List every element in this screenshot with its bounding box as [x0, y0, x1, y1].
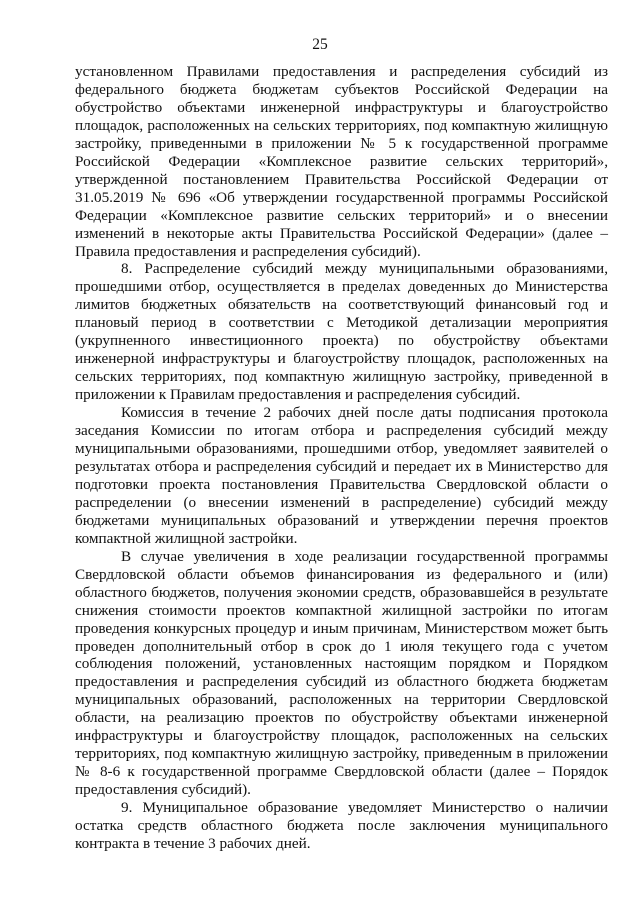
- paragraph-additional-selection: В случае увеличения в ходе реализации государственной программы Свердловской области объемов финансирования из федерального и (или) областного бюджетов, получения экономии средств, образовавшейся в результате снижения стоимости проектов компактной жилищной застройки по итогам проведения конкурсных процедур и иным причинам, Министерством может быть проведен дополнительный отбор в срок до 1 июля текущего года с учетом соблюдения положений, установленных настоящим порядком и Порядком предоставления и распределения субсидий из областного бюджета бюджетам муниципальных образований, расположенных на территории Свердловской области, на реализацию проектов по обустройству объектами инженерной инфраструктуры и благоустройству площадок, расположенных на сельских территориях, под компактную жилищную застройку, приведенным в приложении № 8-6 к государственной программе Свердловской области (далее – Порядок предоставления субсидий).: [75, 547, 608, 799]
- paragraph-item-9: 9. Муниципальное образование уведомляет Министерство о наличии остатка средств областного бюджета после заключения муниципального контракта в течение 3 рабочих дней.: [75, 799, 608, 852]
- paragraph-continuation: установленном Правилами предоставления и распределения субсидий из федерального бюджета бюджетам субъектов Российской Федерации на обустройство объектами инженерной инфраструктуры и благоустройство площадок, расположенных на сельских территориях, под компактную жилищную застройку, приведенными в приложении № 5 к государственной программе Российской Федерации «Комплексное развитие сельских территорий», утвержденной постановлением Правительства Российской Федерации от 31.05.2019 № 696 «Об утверждении государственной программы Российской Федерации «Комплексное развитие сельских территорий» и о внесении изменений в некоторые акты Правительства Российской Федерации» (далее – Правила предоставления и распределения субсидий).: [75, 63, 608, 260]
- paragraph-item-8: 8. Распределение субсидий между муниципальными образованиями, прошедшими отбор, осуществляется в пределах доведенных до Министерства лимитов бюджетных обязательств на соответствующий финансовый год и плановый период в соответствии с Методикой детализации мероприятия (укрупненного инвестиционного проекта) по обустройству объектами инженерной инфраструктуры и благоустройству площадок, расположенных на сельских территориях, под компактную жилищную застройку, приведенной в приложении к Правилам предоставления и распределения субсидий.: [75, 260, 608, 404]
- document-body: [75, 63, 608, 853]
- page-number: 25: [312, 36, 328, 53]
- paragraph-commission-notice: Комиссия в течение 2 рабочих дней после даты подписания протокола заседания Комиссии по итогам отбора и распределения субсидий между муниципальными образованиями, прошедшими отбор, уведомляет заявителей о результатах отбора и распределения субсидий и передает их в Министерство для подготовки проекта постановления Правительства Свердловской области о распределении (о внесении изменений в распределение) субсидий между бюджетами муниципальных образований и утверждении перечня проектов компактной жилищной застройки.: [75, 404, 608, 547]
